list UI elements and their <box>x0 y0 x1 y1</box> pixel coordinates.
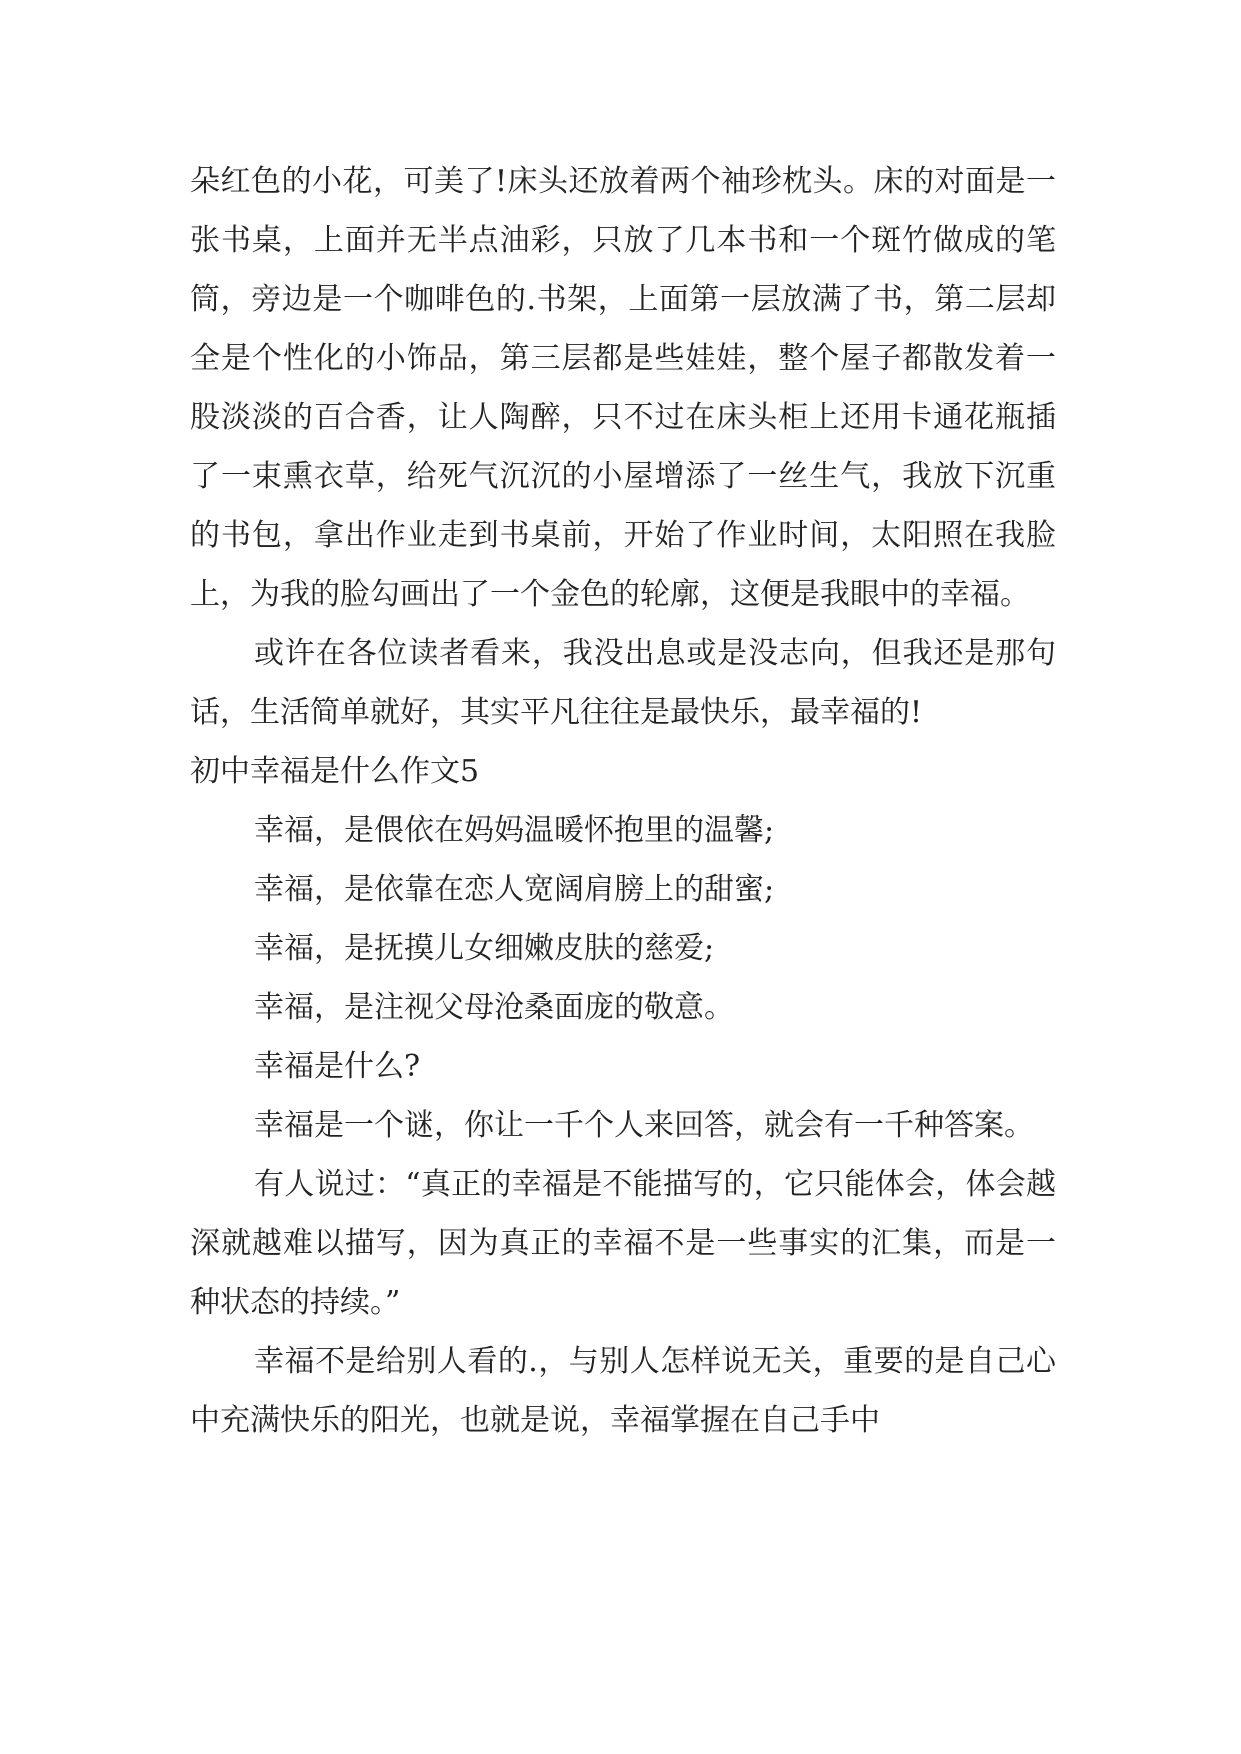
paragraph-7: 幸福是什么? <box>254 1049 421 1084</box>
paragraph-5: 幸福，是抚摸儿女细嫩皮肤的慈爱; <box>254 931 715 966</box>
paragraph-10: 幸福不是给别人看的.，与别人怎样说无关，重要的是自己心中充满快乐的阳光，也就是说，幸福掌握在自己手中 <box>190 1344 1056 1438</box>
paragraph-4: 幸福，是依靠在恋人宽阔肩膀上的甜蜜; <box>254 872 775 907</box>
paragraph-8: 幸福是一个谜，你让一千个人来回答，就会有一千种答案。 <box>254 1108 1034 1143</box>
paragraph-1: 朵红色的小花，可美了!床头还放着两个袖珍枕头。床的对面是一张书桌，上面并无半点油彩，只放了几本书和一个斑竹做成的笔筒，旁边是一个咖啡色的.书架，上面第一层放满了书，第二层却全是个性化的小饰品，第三层都是些娃娃，整个屋子都散发着一股淡淡的百合香，让人陶醉，只不过在床头柜上还用卡通花瓶插了一束熏衣草，给死气沉沉的小屋增添了一丝生气，我放下沉重的书包，拿出作业走到书桌前，开始了作业时间，太阳照在我脸上，为我的脸勾画出了一个金色的轮廓，这便是我眼中的幸福。 <box>190 164 1056 612</box>
paragraph-2: 或许在各位读者看来，我没出息或是没志向，但我还是那句话，生活简单就好，其实平凡往往是最快乐，最幸福的! <box>190 636 1056 730</box>
document-body <box>190 152 1056 1450</box>
paragraph-3: 幸福，是偎依在妈妈温暖怀抱里的温馨; <box>254 813 775 848</box>
section-heading: 初中幸福是什么作文5 <box>190 754 480 789</box>
paragraph-6: 幸福，是注视父母沧桑面庞的敬意。 <box>254 990 734 1025</box>
paragraph-9: 有人说过：“真正的幸福是不能描写的，它只能体会，体会越深就越难以描写，因为真正的幸福不是一些事实的汇集，而是一种状态的持续。” <box>190 1167 1056 1320</box>
